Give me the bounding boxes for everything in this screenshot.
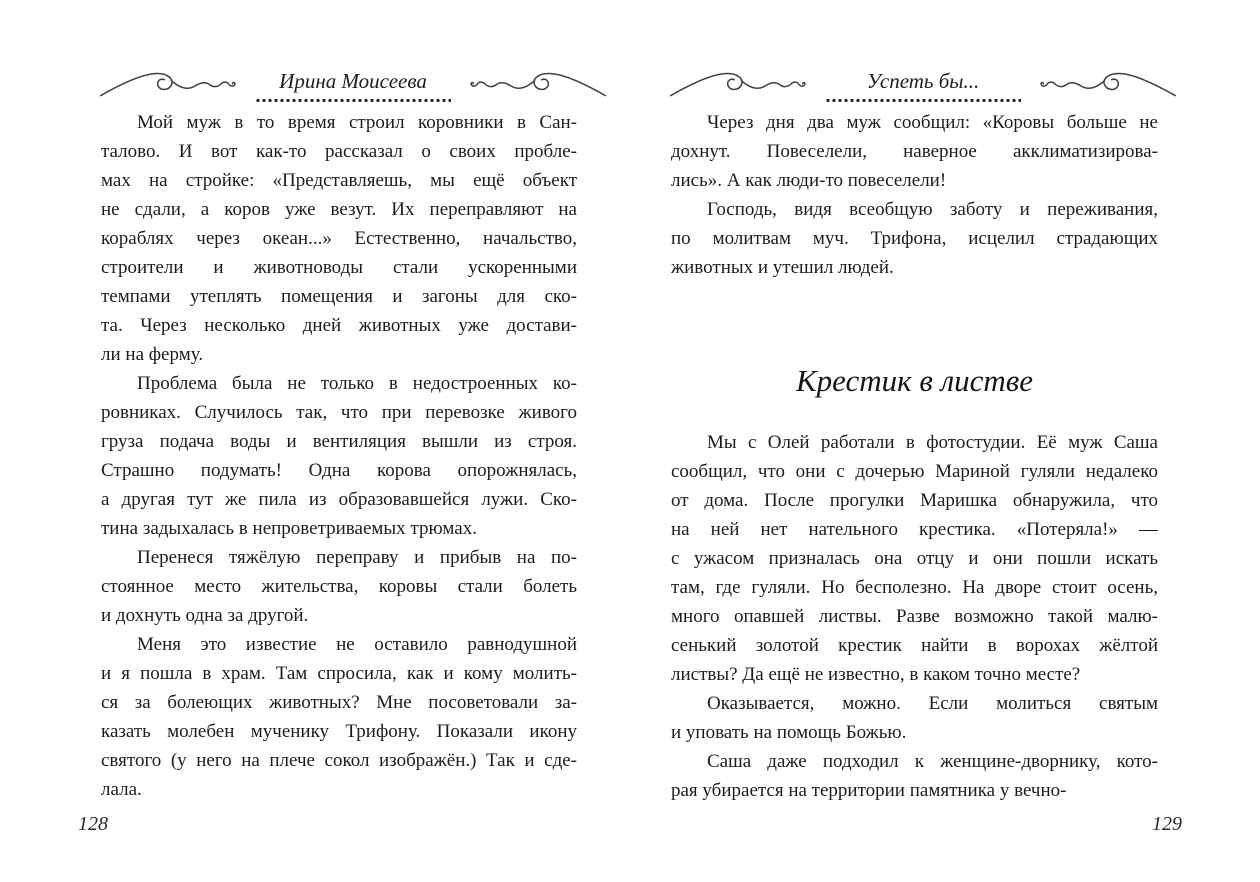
flourish-ornament-right-icon <box>1027 65 1177 105</box>
new-story-paragraphs <box>671 428 1158 805</box>
paragraph-line: тина задыхалась в непроветриваемых трюмах. <box>101 518 477 539</box>
flourish-ornament-right-icon <box>457 65 607 105</box>
running-head-author: Ирина Моисеева <box>279 68 427 93</box>
paragraph-line: Перенеся тяжёлую переправу и прибыв на по- <box>137 547 577 568</box>
page-right-header-center <box>819 69 1027 102</box>
paragraph-line: на ней нет нательного крестика. «Потеряла!» — <box>671 519 1158 540</box>
dotted-divider <box>255 97 451 102</box>
paragraph-line: Оказывается, можно. Если молиться святым <box>707 693 1158 714</box>
paragraph-line: груза подача воды и вентиляция вышли из строя. <box>101 431 577 452</box>
paragraph-line: Саша даже подходил к женщине-дворнику, кото- <box>707 751 1158 772</box>
paragraph-line: талово. И вот как-то рассказал о своих пробле- <box>101 141 577 162</box>
paragraph-line: и я пошла в храм. Там спросила, как и кому молить- <box>101 663 577 684</box>
paragraph-line: листвы? Да ещё не известно, в каком точно месте? <box>671 664 1081 685</box>
flourish-ornament-left-icon <box>669 65 819 105</box>
paragraph-line: не сдали, а коров уже везут. Их переправляют на <box>101 199 577 220</box>
paragraph-line: сообщил, что они с дочерью Мариной гуляли недалеко <box>671 461 1158 482</box>
paragraph-line: Господь, видя всеобщую заботу и переживания, <box>707 199 1158 220</box>
paragraph-line: там, где гуляли. Но бесполезно. На дворе стоит осень, <box>671 577 1158 598</box>
running-head-book-title: Успеть бы... <box>866 68 980 93</box>
paragraph-line: от дома. После прогулки Маришка обнаружила, что <box>671 490 1158 511</box>
section-title: Крестик в листве <box>796 363 1033 398</box>
page-left-text <box>101 108 577 804</box>
page-number-left: 128 <box>78 813 108 835</box>
paragraph-line: стоянное место жительства, коровы стали болеть <box>101 576 577 597</box>
paragraph-line: по молитвам муч. Трифона, исцелил страдающих <box>671 228 1158 249</box>
paragraph-line: Страшно подумать! Одна корова опорожнялась, <box>101 460 577 481</box>
paragraph-line: кораблях через океан...» Естественно, начальство, <box>101 228 577 249</box>
paragraph-line: мах на стройке: «Представляешь, мы ещё объект <box>101 170 577 191</box>
flourish-ornament-left-icon <box>99 65 249 105</box>
paragraph-line: Мой муж в то время строил коровники в Сан- <box>137 112 577 133</box>
paragraph-line: Меня это известие не оставило равнодушной <box>137 634 577 655</box>
paragraph-line: Проблема была не только в недостроенных ко- <box>137 373 577 394</box>
paragraph-line: казать молебен мученику Трифону. Показали икону <box>101 721 577 742</box>
paragraph-line: а другая тут же пила из образовавшейся лужи. Ско- <box>101 489 577 510</box>
page-right <box>671 0 1158 882</box>
page-left-header <box>99 62 579 108</box>
paragraph-line: с ужасом призналась она отцу и они пошли искать <box>671 548 1158 569</box>
paragraph-line: животных и утешил людей. <box>671 257 894 278</box>
story-end-paragraphs <box>671 108 1158 282</box>
paragraph-line: та. Через несколько дней животных уже достави- <box>101 315 577 336</box>
page-right-header <box>669 62 1160 108</box>
paragraph-line: Мы с Олей работали в фотостудии. Её муж Саша <box>707 432 1158 453</box>
paragraph-line: ли на ферму. <box>101 344 204 365</box>
page-left-header-center <box>249 69 457 102</box>
dotted-divider <box>825 97 1021 102</box>
paragraph-line: дохнут. Повеселели, наверное акклиматизирова- <box>671 141 1158 162</box>
paragraph-line: и дохнуть одна за другой. <box>101 605 309 626</box>
paragraph-line: Через дня два муж сообщил: «Коровы больше не <box>707 112 1158 133</box>
page-number-right: 129 <box>1152 813 1182 835</box>
paragraph-line: лала. <box>101 779 142 800</box>
paragraph-line: темпами утеплять помещения и загоны для ско- <box>101 286 577 307</box>
page-left <box>101 0 577 882</box>
paragraph-line: и уповать на помощь Божью. <box>671 722 907 743</box>
paragraph-line: строители и животноводы стали ускоренными <box>101 257 577 278</box>
paragraph-line: ся за болеющих животных? Мне посоветовали за- <box>101 692 577 713</box>
paragraph-line: сенький золотой крестик найти в ворохах жёлтой <box>671 635 1158 656</box>
paragraph-line: много опавшей листвы. Разве возможно такой малю- <box>671 606 1158 627</box>
paragraph-line: святого (у него на плече сокол изображён.) Так и сде- <box>101 750 577 771</box>
paragraph-line: рая убирается на территории памятника у вечно- <box>671 780 1067 801</box>
page-right-text <box>671 108 1158 805</box>
paragraph-line: ровниках. Случилось так, что при перевозке живого <box>101 402 577 423</box>
paragraph-line: лись». А как люди-то повеселели! <box>671 170 947 191</box>
